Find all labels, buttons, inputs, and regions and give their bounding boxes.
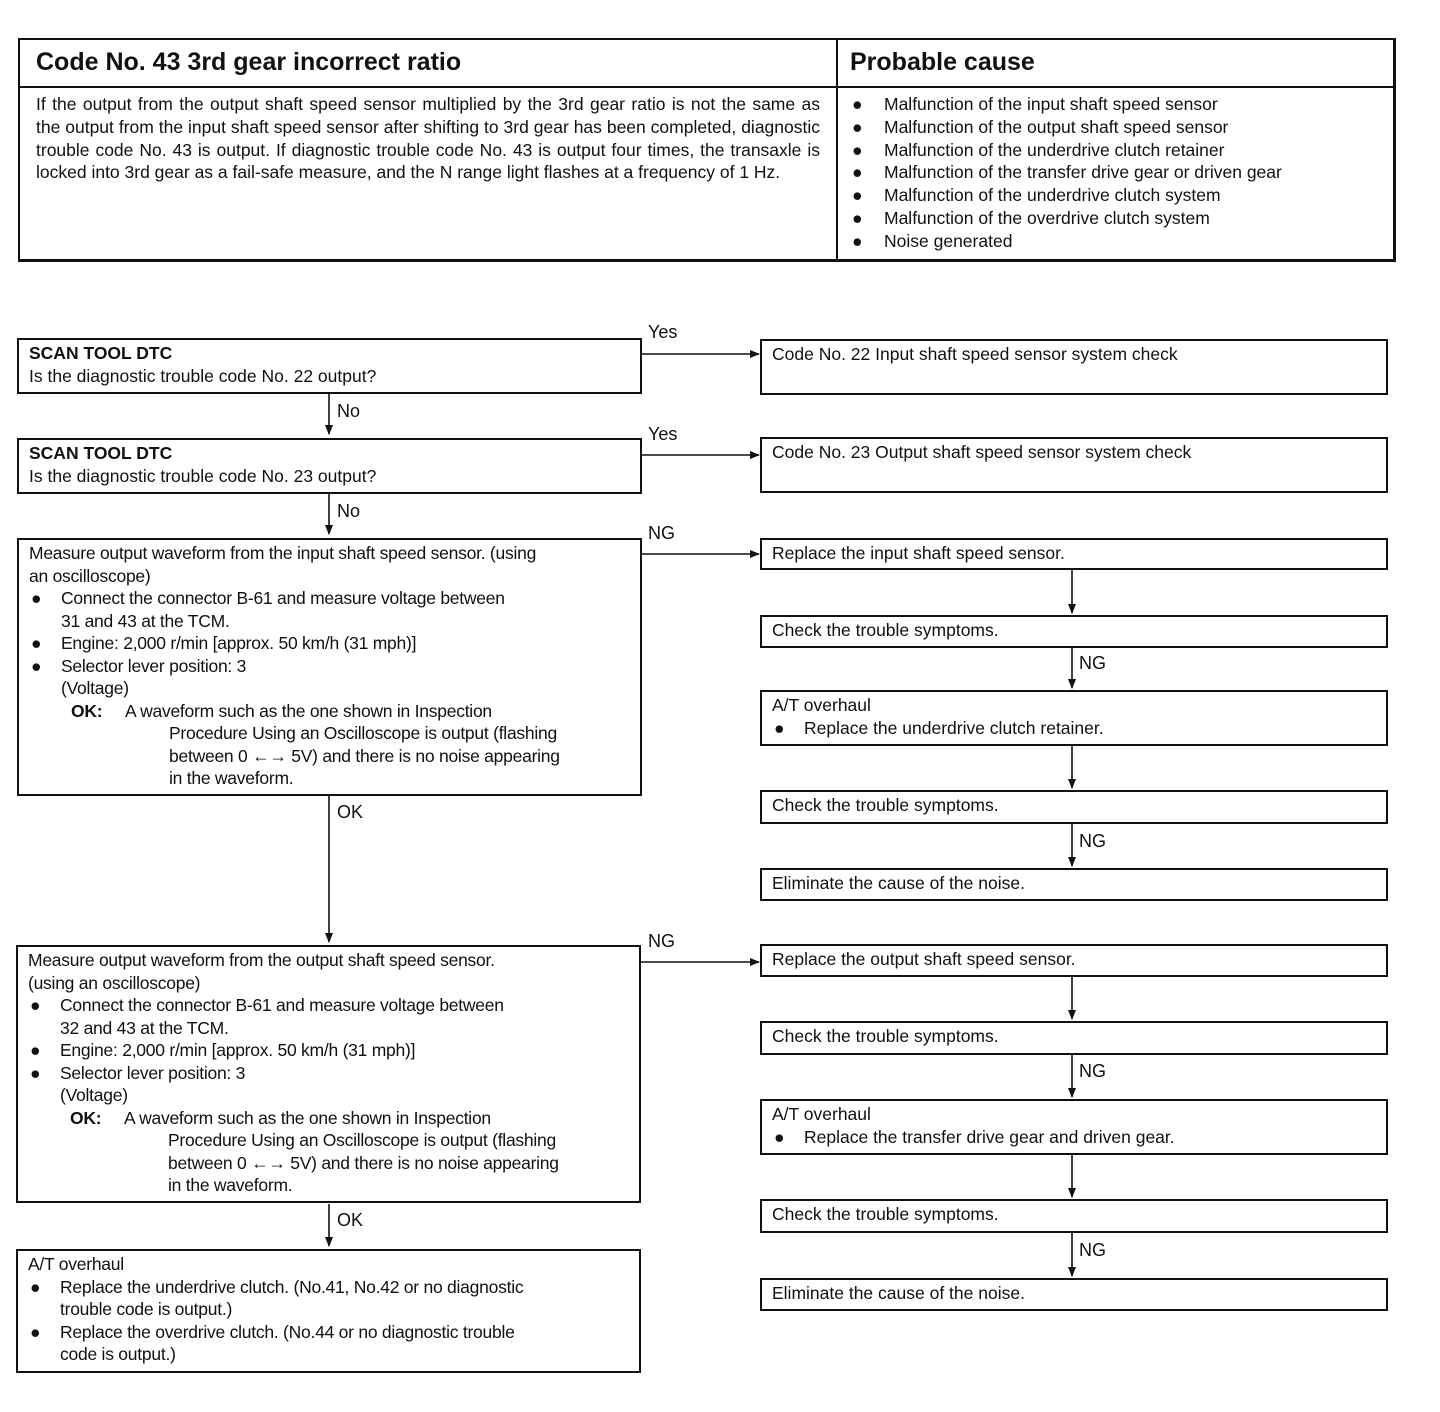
code-header-table: [18, 38, 1396, 262]
ok-label: OK:: [71, 700, 103, 721]
action-eliminate-noise: [760, 1278, 1388, 1311]
ok-criteria-line: in the waveform.: [168, 1175, 293, 1195]
bullet-icon: ●: [31, 655, 42, 676]
action-replace-input-sensor: [760, 538, 1388, 570]
bullet-icon: ●: [30, 995, 41, 1015]
bullet-icon: ●: [30, 1040, 41, 1060]
step-title-line: Measure output waveform from the input shaft speed sensor. (using: [29, 543, 537, 563]
instruction-item: ● Connect the connector B-61 and measure voltage between 32 and 43 at the TCM.: [30, 995, 504, 1038]
result-text: Code No. 22 Input shaft speed sensor system check: [772, 344, 1178, 364]
cause-item: ● Malfunction of the overdrive clutch system: [852, 207, 1210, 228]
branch-label-ng: NG: [1079, 831, 1106, 851]
probable-cause-list: [850, 93, 1390, 253]
step-title: SCAN TOOL DTC: [29, 443, 173, 463]
bullet-icon: ●: [31, 633, 42, 653]
action-check-symptoms: [760, 1021, 1388, 1055]
branch-label-no: No: [337, 501, 361, 521]
action-title: A/T overhaul: [772, 1104, 871, 1124]
action-text: Replace the output shaft speed sensor.: [772, 949, 1076, 969]
cause-item: ● Malfunction of the underdrive clutch system: [852, 185, 1221, 206]
bullet-icon: ●: [30, 1276, 41, 1297]
action-check-symptoms: [760, 1199, 1388, 1233]
step-title-line: (using an oscilloscope): [28, 972, 201, 993]
action-eliminate-noise: [760, 868, 1388, 901]
action-at-overhaul-transfer-gear: [760, 1099, 1388, 1155]
action-check-symptoms: [760, 790, 1388, 824]
cause-item: ● Malfunction of the output shaft speed sensor: [852, 116, 1229, 137]
branch-label-yes: Yes: [648, 322, 678, 342]
branch-label-ng: NG: [648, 931, 675, 951]
step-output-sensor-waveform: [16, 945, 641, 1203]
instruction-item: ● Replace the transfer drive gear and driven gear.: [774, 1126, 1175, 1147]
bullet-icon: ●: [774, 717, 785, 738]
bullet-icon: ●: [852, 94, 863, 114]
instruction-item: ● Selector lever position: 3 (Voltage): [31, 655, 247, 698]
branch-label-yes: Yes: [648, 424, 678, 444]
ok-criteria-line: between 0 ←→ 5V) and there is no noise appearing: [168, 1152, 559, 1173]
ok-criteria: OK: A waveform such as the one shown in Inspection: [71, 700, 492, 721]
ok-criteria-line: Procedure Using an Oscilloscope is output (flashing: [168, 1130, 557, 1150]
ok-criteria-line: Procedure Using an Oscilloscope is output (flashing: [169, 723, 558, 743]
step-question: Is the diagnostic trouble code No. 22 output?: [29, 365, 377, 386]
cause-item: ● Noise generated: [852, 230, 1013, 251]
instruction-item: ● Replace the overdrive clutch. (No.44 or no diagnostic trouble code is output.): [30, 1321, 515, 1364]
cause-item: ● Malfunction of the transfer drive gear or driven gear: [852, 162, 1282, 183]
action-text: Check the trouble symptoms.: [772, 620, 999, 640]
column-divider: [836, 40, 838, 259]
action-title: A/T overhaul: [772, 695, 871, 715]
branch-label-ok: OK: [337, 802, 364, 822]
action-text: Check the trouble symptoms.: [772, 1026, 999, 1046]
instruction-item: ● Engine: 2,000 r/min [approx. 50 km/h (31 mph)]: [30, 1040, 416, 1060]
action-text: Check the trouble symptoms.: [772, 795, 999, 815]
bullet-icon: ●: [30, 1321, 41, 1342]
cause-item: ● Malfunction of the underdrive clutch retainer: [852, 139, 1225, 160]
ok-criteria-line: in the waveform.: [169, 768, 294, 788]
bullet-icon: ●: [774, 1126, 785, 1147]
code-description: If the output from the output shaft speed sensor multiplied by the 3rd gear ratio is not the same as the output from the input shaft speed sensor after shifting to 3rd gear has been completed, diagnostic trouble code No. 43 is output. If diagnostic trouble code No. 43 is output four times, the transaxle is locked into 3rd gear as a fail-safe measure, and the N range light flashes at a frequency of 1 Hz.: [36, 94, 820, 183]
instruction-item: ● Selector lever position: 3 (Voltage): [30, 1062, 246, 1105]
step-scan-tool-dtc-22: [17, 338, 642, 394]
ok-criteria: OK: A waveform such as the one shown in Inspection: [70, 1107, 491, 1128]
bullet-icon: ●: [852, 185, 863, 206]
step-at-overhaul-clutches: [16, 1249, 641, 1373]
branch-label-ng: NG: [1079, 1240, 1106, 1260]
instruction-item: ● Replace the underdrive clutch. (No.41, No.42 or no diagnostic trouble code is output.): [30, 1276, 524, 1319]
step-scan-tool-dtc-23: [17, 438, 642, 494]
bullet-icon: ●: [852, 230, 863, 251]
action-replace-output-sensor: [760, 944, 1388, 977]
action-text: Check the trouble symptoms.: [772, 1204, 999, 1224]
cause-item: ● Malfunction of the input shaft speed sensor: [852, 94, 1218, 114]
branch-label-ng: NG: [648, 523, 675, 543]
bullet-icon: ●: [31, 588, 42, 608]
step-title: SCAN TOOL DTC: [29, 343, 173, 363]
bullet-icon: ●: [852, 116, 863, 137]
step-title-line: an oscilloscope): [29, 565, 151, 586]
step-title: A/T overhaul: [28, 1254, 124, 1274]
result-text: Code No. 23 Output shaft speed sensor system check: [772, 442, 1192, 462]
action-at-overhaul-retainer: [760, 690, 1388, 746]
step-question: Is the diagnostic trouble code No. 23 output?: [29, 465, 377, 486]
branch-label-ng: NG: [1079, 653, 1106, 673]
step-input-sensor-waveform: [17, 538, 642, 796]
branch-label-ok: OK: [337, 1210, 364, 1230]
ok-criteria-line: between 0 ←→ 5V) and there is no noise appearing: [169, 745, 560, 766]
step-title-line: Measure output waveform from the output shaft speed sensor.: [28, 950, 495, 970]
bullet-icon: ●: [30, 1062, 41, 1083]
action-text: Eliminate the cause of the noise.: [772, 873, 1025, 893]
action-text: Replace the input shaft speed sensor.: [772, 543, 1065, 563]
instruction-item: ● Engine: 2,000 r/min [approx. 50 km/h (31 mph)]: [31, 633, 417, 653]
instruction-item: ● Replace the underdrive clutch retainer.: [774, 717, 1104, 738]
result-code-22-check: [760, 339, 1388, 395]
bullet-icon: ●: [852, 162, 863, 183]
result-code-23-check: [760, 437, 1388, 493]
instruction-item: ● Connect the connector B-61 and measure voltage between 31 and 43 at the TCM.: [31, 588, 505, 631]
branch-label-ng: NG: [1079, 1061, 1106, 1081]
probable-cause-title: Probable cause: [850, 48, 1035, 76]
bullet-icon: ●: [852, 207, 863, 228]
action-text: Eliminate the cause of the noise.: [772, 1283, 1025, 1303]
bullet-icon: ●: [852, 139, 863, 160]
action-check-symptoms: [760, 615, 1388, 648]
branch-label-no: No: [337, 401, 361, 421]
ok-label: OK:: [70, 1107, 102, 1128]
code-title: Code No. 43 3rd gear incorrect ratio: [36, 48, 462, 76]
